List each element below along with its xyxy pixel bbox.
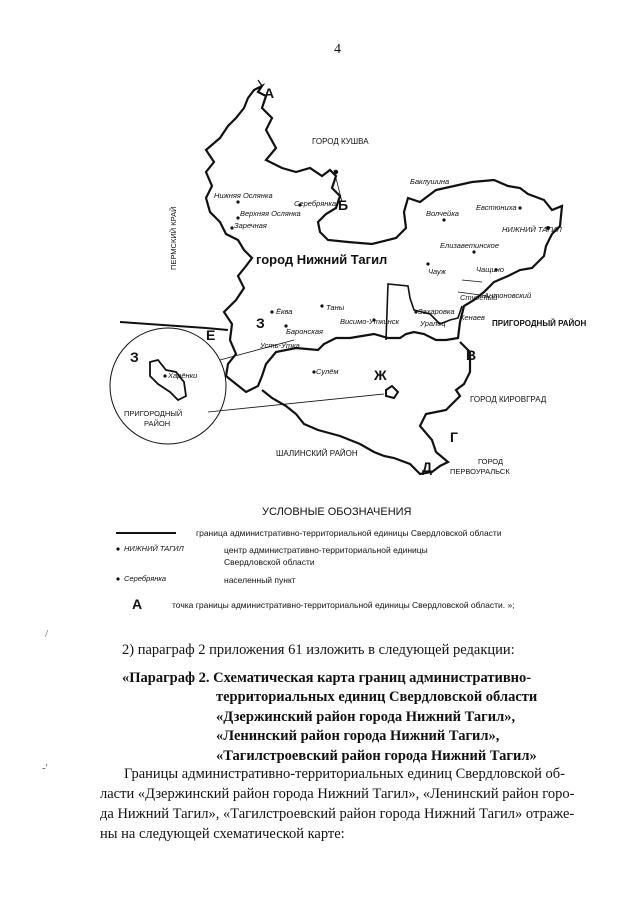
settlement-chauzh: Чауж xyxy=(428,267,446,276)
point-e: Е xyxy=(206,327,216,343)
legend-center-text-2: Свердловской области xyxy=(224,557,315,567)
settlement-verkhnyaya-oslyanka: Верхняя Ослянка xyxy=(240,209,301,218)
heading-line-3: «Дзержинский район города Нижний Тагил», xyxy=(216,708,516,725)
inset-label-2: РАЙОН xyxy=(144,419,171,428)
settlement-chaschino: Чащино xyxy=(476,265,505,274)
kushva-label: ГОРОД КУШВА xyxy=(312,137,369,146)
legend-settlement-text: населенный пункт xyxy=(224,575,296,585)
settlement-baronskaya: Баронская xyxy=(286,327,323,336)
body-line-4: ны на следующей схематической карте: xyxy=(100,826,345,842)
settlement-nizhny-tagil: НИЖНИЙ ТАГИЛ xyxy=(502,225,562,234)
settlement-nizhnyaya-oslyanka: Нижняя Ослянка xyxy=(214,191,273,200)
body-line-2: ласти «Дзержинский район города Нижний Тагил», «Ленинский район горо- xyxy=(100,786,575,802)
settlement-serebryanka: Серебрянка xyxy=(294,199,337,208)
point-d: Д xyxy=(422,459,432,475)
body-line-1: Границы административно-территориальных единиц Свердловской об- xyxy=(124,766,566,782)
settlement-baklushina: Баклушина xyxy=(410,177,450,186)
amendment-item-2: 2) параграф 2 приложения 61 изложить в следующей редакции: xyxy=(122,642,515,658)
inset-shape xyxy=(150,360,186,400)
legend-center-symbol: НИЖНИЙ ТАГИЛ xyxy=(124,544,184,553)
paragraph-heading: «Параграф 2. Схематическая карта границ административно- xyxy=(122,670,532,686)
legend-point-text: точка границы административно-территориальной единицы Свердловской области. »; xyxy=(172,600,515,610)
margin-mark-2: -' xyxy=(42,762,48,774)
settlement-ekva: Ёква xyxy=(276,307,293,316)
body-paragraph xyxy=(100,764,592,844)
map-title: город Нижний Тагил xyxy=(256,252,388,267)
settlement-volcheyka: Волчейка xyxy=(426,209,459,218)
point-z-inset: З xyxy=(130,349,139,365)
page-number: 4 xyxy=(334,42,341,57)
point-zh: Ж xyxy=(374,367,387,383)
settlement-kharenki: Харёнки xyxy=(168,371,198,380)
settlement-zarechnaya: Заречная xyxy=(234,221,267,230)
inset-label-1: ПРИГОРОДНЫЙ xyxy=(124,409,183,418)
settlement-tany: Таны xyxy=(326,303,345,312)
point-a: А xyxy=(264,85,275,101)
settlement-usty-utka: Усть-Утка xyxy=(260,341,300,350)
settlement-uralets: Уралец xyxy=(420,319,446,328)
point-g: Г xyxy=(450,429,458,445)
legend-point-symbol: А xyxy=(132,596,143,612)
margin-mark-1: / xyxy=(45,628,49,640)
shape-zh xyxy=(386,386,398,398)
settlement-antonovsky: Антоновский xyxy=(484,291,532,300)
heading-line-4: «Ленинский район города Нижний Тагил», xyxy=(216,728,500,744)
pervouralsk-label-2: ПЕРВОУРАЛЬСК xyxy=(450,467,510,476)
body-line-3: да Нижний Тагил», «Тагилстроевский район города Нижний Тагил» отраже- xyxy=(100,806,575,822)
heading-line-2: территориальных единиц Свердловской области xyxy=(216,689,538,705)
point-z: З xyxy=(256,315,265,331)
prigorodny-label: ПРИГОРОДНЫЙ РАЙОН xyxy=(492,319,587,328)
pervouralsk-label-1: ГОРОД xyxy=(478,457,504,466)
heading-line-5: «Тагилстроевский район города Нижний Тагил» xyxy=(216,747,537,764)
perm-label: ПЕРМСКИЙ КРАЙ xyxy=(169,206,178,270)
legend-boundary-text: граница административно-территориальной единицы Свердловской области xyxy=(196,528,502,538)
settlement-elizavetinskoe: Елизаветинское xyxy=(440,241,499,250)
point-v: В xyxy=(466,347,477,363)
kirovgrad-label: ГОРОД КИРОВГРАД xyxy=(470,395,547,404)
settlement-visimo-utkinsk: Висимо-Уткинск xyxy=(340,317,400,326)
point-b: Б xyxy=(338,197,349,213)
settlement-kenaev: Кенаев xyxy=(460,313,485,322)
legend-title: УСЛОВНЫЕ ОБОЗНАЧЕНИЯ xyxy=(262,506,412,518)
settlement-evstyunikha: Евстюниха xyxy=(476,203,517,212)
settlement-sulem: Сулём xyxy=(316,367,339,376)
paragraph-heading-lines xyxy=(216,688,537,766)
settlement-studeny: Студёный xyxy=(460,293,498,302)
legend-center-text-1: центр административно-территориальной единицы xyxy=(224,545,428,555)
legend-settlement-symbol: Серебрянка xyxy=(124,574,167,583)
settlement-zakharovka: Захаровка xyxy=(418,307,455,316)
shalinsky-label: ШАЛИНСКИЙ РАЙОН xyxy=(276,449,358,458)
